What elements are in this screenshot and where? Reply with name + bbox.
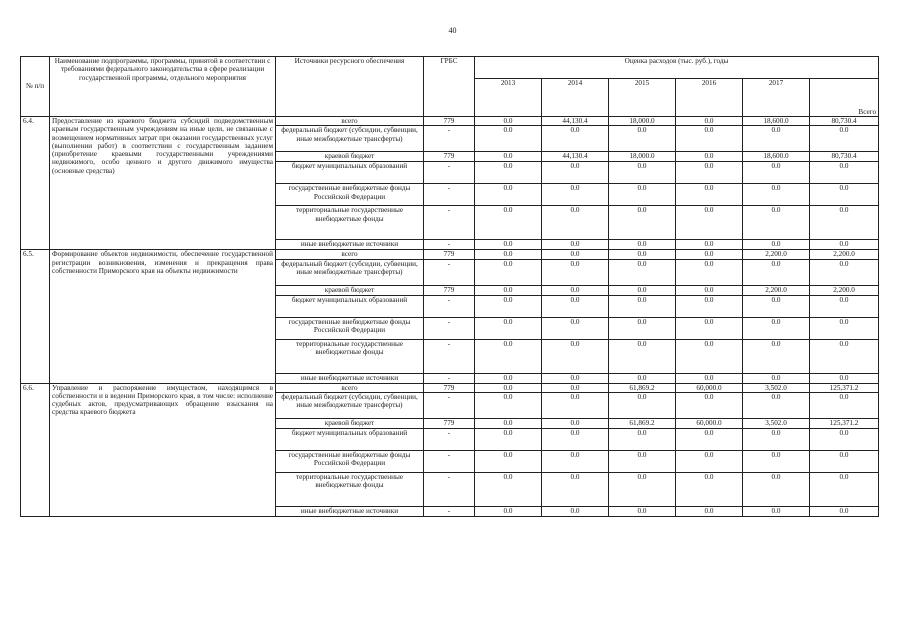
funding-source: государственные внебюджетные фонды Российской Федерации: [276, 317, 424, 339]
total-value: 2,200.0: [810, 285, 879, 295]
year-value: 0.0: [676, 117, 743, 126]
year-value: 0.0: [609, 506, 676, 516]
grbs-code: -: [424, 206, 475, 240]
year-value: 0.0: [542, 506, 609, 516]
year-value: 0.0: [475, 392, 542, 418]
grbs-code: -: [424, 317, 475, 339]
year-value: 61,869.2: [609, 383, 676, 392]
grbs-code: -: [424, 373, 475, 383]
funding-source: бюджет муниципальных образований: [276, 162, 424, 184]
year-value: 0.0: [743, 295, 810, 317]
year-value: 0.0: [475, 295, 542, 317]
funding-source: бюджет муниципальных образований: [276, 428, 424, 450]
year-value: 3,502.0: [743, 418, 810, 428]
year-value: 0.0: [475, 373, 542, 383]
year-value: 60,000.0: [676, 383, 743, 392]
year-value: 3,502.0: [743, 383, 810, 392]
year-value: 0.0: [609, 295, 676, 317]
total-value: 0.0: [810, 240, 879, 250]
year-value: 0.0: [475, 506, 542, 516]
year-value: 0.0: [676, 373, 743, 383]
total-value: 125,371.2: [810, 418, 879, 428]
total-value: 0.0: [810, 126, 879, 152]
table-body: [21, 117, 879, 517]
year-value: 0.0: [743, 506, 810, 516]
table-row: [21, 117, 879, 126]
grbs-code: -: [424, 184, 475, 206]
year-value: 0.0: [609, 184, 676, 206]
total-value: 0.0: [810, 428, 879, 450]
header-num: № п/п: [21, 57, 50, 117]
year-value: 0.0: [542, 206, 609, 240]
section-number: 6.4.: [21, 117, 50, 250]
year-value: 0.0: [542, 259, 609, 285]
year-value: 0.0: [609, 339, 676, 373]
total-value: 0.0: [810, 317, 879, 339]
year-value: 0.0: [676, 152, 743, 162]
year-value: 18,000.0: [609, 152, 676, 162]
funding-source: иные внебюджетные источники: [276, 506, 424, 516]
budget-table: [20, 56, 879, 517]
year-value: 0.0: [676, 259, 743, 285]
header-year: 2013: [475, 79, 542, 117]
funding-source: федеральный бюджет (субсидии, субвенции, иные межбюджетные трансферты): [276, 392, 424, 418]
funding-source: федеральный бюджет (субсидии, субвенции, иные межбюджетные трансферты): [276, 259, 424, 285]
section-number: 6.6.: [21, 383, 50, 516]
year-value: 0.0: [542, 285, 609, 295]
funding-source: бюджет муниципальных образований: [276, 295, 424, 317]
year-value: 0.0: [475, 339, 542, 373]
grbs-code: 779: [424, 383, 475, 392]
total-value: 0.0: [810, 450, 879, 472]
grbs-code: -: [424, 428, 475, 450]
year-value: 0.0: [475, 317, 542, 339]
grbs-code: 779: [424, 418, 475, 428]
header-source: Источники ресурсного обеспечения: [276, 57, 424, 117]
total-value: 0.0: [810, 506, 879, 516]
year-value: 0.0: [542, 392, 609, 418]
funding-source: территориальные государственные внебюджетные фонды: [276, 339, 424, 373]
grbs-code: -: [424, 240, 475, 250]
funding-source: государственные внебюджетные фонды Российской Федерации: [276, 184, 424, 206]
year-value: 0.0: [542, 295, 609, 317]
year-value: 0.0: [542, 184, 609, 206]
header-year: 2017: [743, 79, 810, 117]
year-value: 0.0: [743, 317, 810, 339]
total-value: 0.0: [810, 373, 879, 383]
year-value: 0.0: [542, 240, 609, 250]
year-value: 0.0: [676, 339, 743, 373]
grbs-code: -: [424, 392, 475, 418]
total-value: 0.0: [810, 472, 879, 506]
year-value: 18,600.0: [743, 117, 810, 126]
grbs-code: 779: [424, 250, 475, 259]
grbs-code: -: [424, 162, 475, 184]
total-value: 0.0: [810, 392, 879, 418]
year-value: 0.0: [609, 450, 676, 472]
year-value: 0.0: [743, 392, 810, 418]
grbs-code: -: [424, 126, 475, 152]
section-number: 6.5.: [21, 250, 50, 383]
grbs-code: 779: [424, 152, 475, 162]
funding-source: территориальные государственные внебюджетные фонды: [276, 472, 424, 506]
year-value: 0.0: [676, 184, 743, 206]
year-value: 18,600.0: [743, 152, 810, 162]
year-value: 0.0: [475, 126, 542, 152]
year-value: 0.0: [542, 373, 609, 383]
section-name: Формирование объектов недвижимости, обеспечение государственной регистрации возникновения, изменения и прекращения права собственности Приморского края на объекты недвижимости: [50, 250, 276, 383]
year-value: 0.0: [676, 295, 743, 317]
year-value: 0.0: [542, 383, 609, 392]
year-value: 61,869.2: [609, 418, 676, 428]
total-value: 0.0: [810, 339, 879, 373]
year-value: 0.0: [609, 317, 676, 339]
year-value: 0.0: [542, 450, 609, 472]
year-value: 0.0: [475, 428, 542, 450]
year-value: 44,130.4: [542, 152, 609, 162]
year-value: 0.0: [743, 450, 810, 472]
year-value: 0.0: [475, 383, 542, 392]
year-value: 0.0: [743, 339, 810, 373]
funding-source: территориальные государственные внебюджетные фонды: [276, 206, 424, 240]
header-year: 2014: [542, 79, 609, 117]
year-value: 0.0: [542, 162, 609, 184]
year-value: 0.0: [676, 206, 743, 240]
year-value: 0.0: [676, 126, 743, 152]
year-value: 0.0: [609, 126, 676, 152]
year-value: 0.0: [743, 206, 810, 240]
header-total: Всего: [810, 79, 879, 117]
total-value: 80,730.4: [810, 117, 879, 126]
year-value: 0.0: [609, 162, 676, 184]
grbs-code: -: [424, 339, 475, 373]
year-value: 0.0: [609, 240, 676, 250]
year-value: 0.0: [743, 184, 810, 206]
funding-source: краевой бюджет: [276, 285, 424, 295]
grbs-code: -: [424, 472, 475, 506]
year-value: 0.0: [542, 428, 609, 450]
year-value: 0.0: [475, 450, 542, 472]
year-value: 0.0: [743, 162, 810, 184]
year-value: 0.0: [609, 259, 676, 285]
year-value: 0.0: [609, 373, 676, 383]
year-value: 0.0: [542, 472, 609, 506]
year-value: 0.0: [609, 428, 676, 450]
grbs-code: 779: [424, 285, 475, 295]
year-value: 0.0: [542, 339, 609, 373]
year-value: 2,200.0: [743, 285, 810, 295]
year-value: 0.0: [475, 162, 542, 184]
year-value: 0.0: [676, 428, 743, 450]
year-value: 0.0: [475, 472, 542, 506]
header-year: 2016: [676, 79, 743, 117]
funding-source: краевой бюджет: [276, 418, 424, 428]
total-value: 0.0: [810, 162, 879, 184]
table-row: [21, 383, 879, 392]
year-value: 0.0: [743, 126, 810, 152]
year-value: 0.0: [475, 259, 542, 285]
year-value: 0.0: [676, 450, 743, 472]
year-value: 0.0: [475, 250, 542, 259]
year-value: 0.0: [475, 240, 542, 250]
funding-source: иные внебюджетные источники: [276, 373, 424, 383]
funding-source: иные внебюджетные источники: [276, 240, 424, 250]
year-value: 0.0: [475, 152, 542, 162]
year-value: 0.0: [609, 392, 676, 418]
funding-source: краевой бюджет: [276, 152, 424, 162]
year-value: 0.0: [676, 240, 743, 250]
year-value: 0.0: [609, 206, 676, 240]
header-year: 2015: [609, 79, 676, 117]
year-value: 0.0: [743, 472, 810, 506]
year-value: 0.0: [676, 506, 743, 516]
funding-source: всего: [276, 250, 424, 259]
year-value: 0.0: [676, 317, 743, 339]
year-value: 60,000.0: [676, 418, 743, 428]
year-value: 0.0: [475, 184, 542, 206]
year-value: 0.0: [542, 250, 609, 259]
year-value: 0.0: [743, 240, 810, 250]
funding-source: всего: [276, 383, 424, 392]
year-value: 0.0: [475, 418, 542, 428]
year-value: 0.0: [676, 472, 743, 506]
total-value: 0.0: [810, 206, 879, 240]
grbs-code: -: [424, 506, 475, 516]
year-value: 0.0: [475, 117, 542, 126]
year-value: 0.0: [743, 428, 810, 450]
header-grbs: ГРБС: [424, 57, 475, 117]
grbs-code: -: [424, 259, 475, 285]
grbs-code: -: [424, 450, 475, 472]
year-value: 0.0: [676, 250, 743, 259]
year-value: 2,200.0: [743, 250, 810, 259]
total-value: 0.0: [810, 259, 879, 285]
section-name: Предоставление из краевого бюджета субсидий подведомственным краевым государственным учреждениям на иные цели, не связанные с возмещением нормативных затрат при оказании государственных услуг (выполнении работ) в соответствии с государственным заданием (приобретение краевыми государственными учреждениями недвижимого, особо ценного и другого движимого имущества (основные средства): [50, 117, 276, 250]
funding-source: государственные внебюджетные фонды Российской Федерации: [276, 450, 424, 472]
year-value: 0.0: [743, 373, 810, 383]
year-value: 44,130.4: [542, 117, 609, 126]
year-value: 0.0: [542, 418, 609, 428]
year-value: 0.0: [609, 285, 676, 295]
total-value: 0.0: [810, 295, 879, 317]
page-number: 40: [448, 26, 457, 35]
year-value: 0.0: [676, 162, 743, 184]
header-name: Наименование подпрограммы, программы, принятой в соответствии с требованиями федерального законодательства в сфере реализации государственной программы, отдельного мероприятия: [50, 57, 276, 117]
funding-source: всего: [276, 117, 424, 126]
section-name: Управление и распоряжение имуществом, находящимся в собственности и в ведении Приморского края, в том числе: исполнение судебных актов, предусматривающих обращение взыскания на средства краевого бюджета: [50, 383, 276, 516]
year-value: 0.0: [542, 317, 609, 339]
year-value: 0.0: [475, 285, 542, 295]
total-value: 125,371.2: [810, 383, 879, 392]
total-value: 2,200.0: [810, 250, 879, 259]
year-value: 0.0: [676, 392, 743, 418]
grbs-code: 779: [424, 117, 475, 126]
year-value: 0.0: [609, 250, 676, 259]
grbs-code: -: [424, 295, 475, 317]
year-value: 18,000.0: [609, 117, 676, 126]
funding-source: федеральный бюджет (субсидии, субвенции, иные межбюджетные трансферты): [276, 126, 424, 152]
total-value: 0.0: [810, 184, 879, 206]
table-row: [21, 250, 879, 259]
year-value: 0.0: [475, 206, 542, 240]
header-estimate: Оценка расходов (тыс. руб.), годы: [475, 57, 879, 79]
year-value: 0.0: [542, 126, 609, 152]
year-value: 0.0: [743, 259, 810, 285]
year-value: 0.0: [676, 285, 743, 295]
year-value: 0.0: [609, 472, 676, 506]
total-value: 80,730.4: [810, 152, 879, 162]
